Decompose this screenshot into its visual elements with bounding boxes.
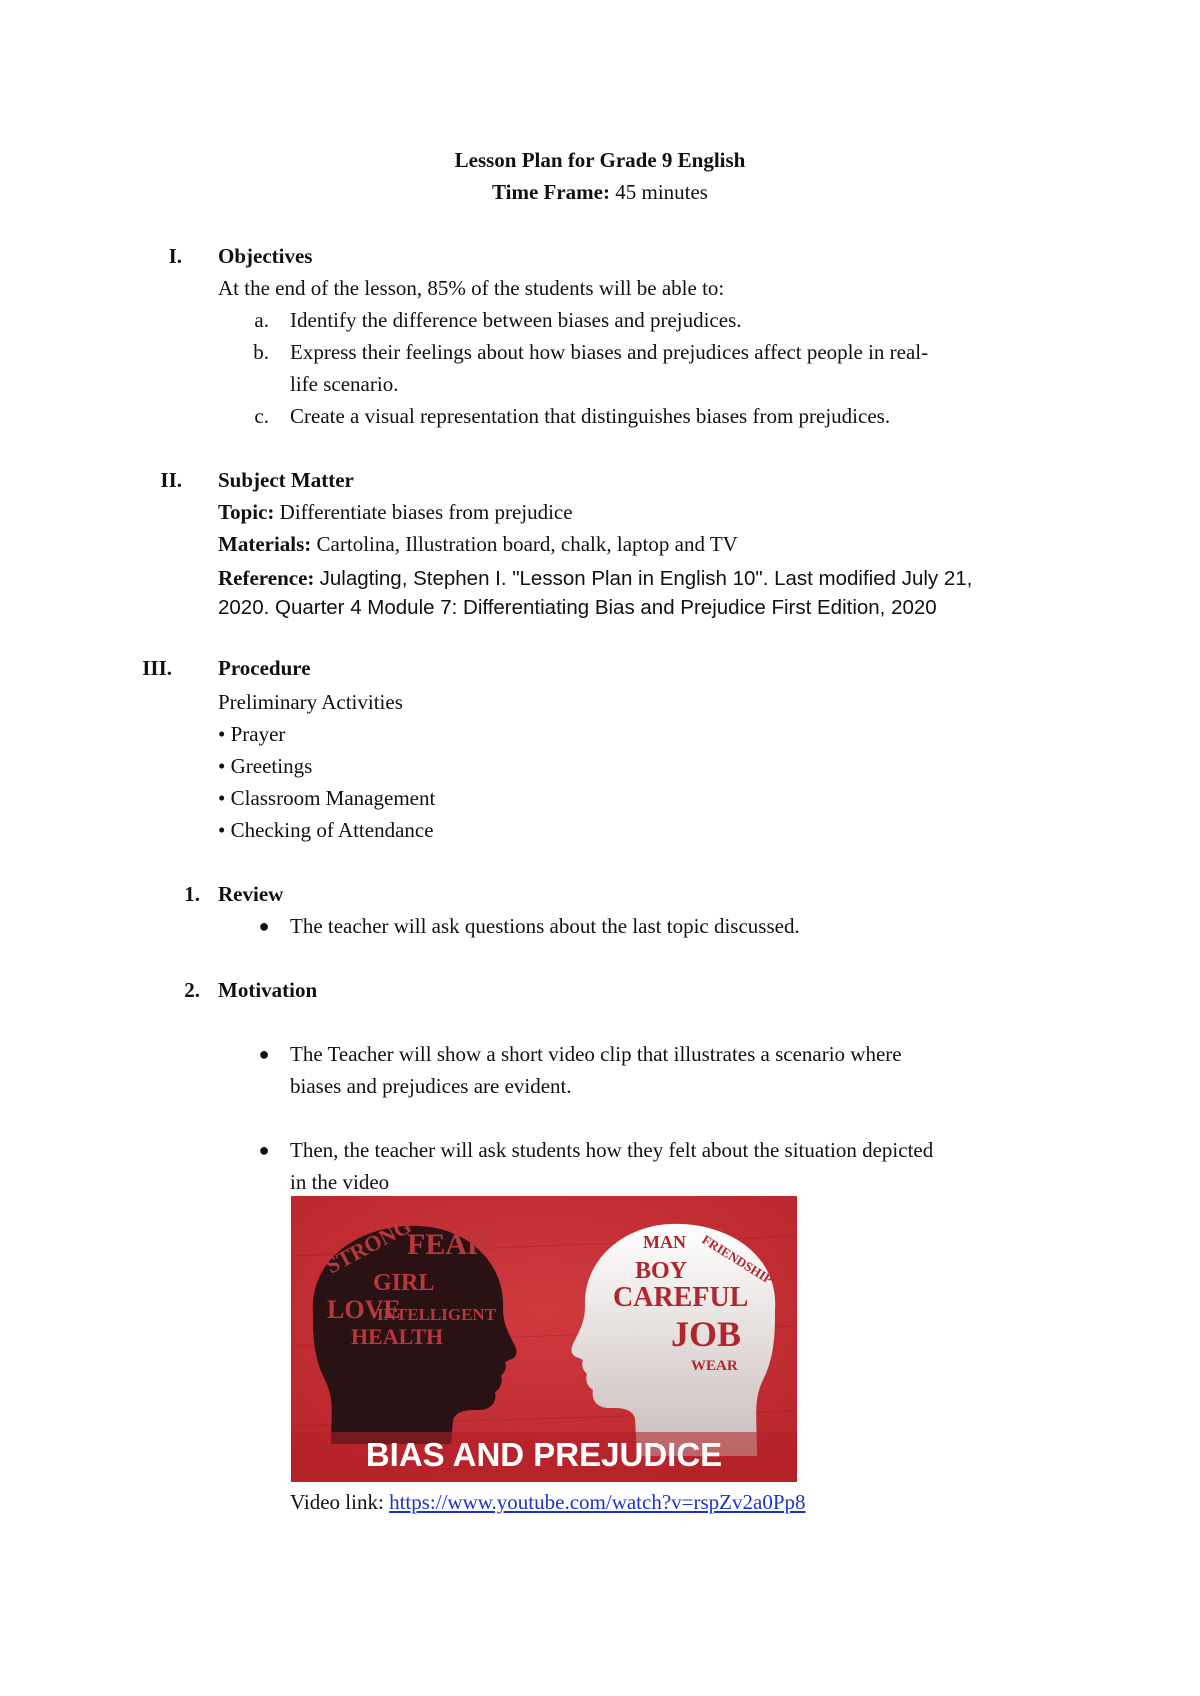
time-frame-label: Time Frame: [492, 180, 610, 204]
objective-a-text: Identify the difference between biases and prejudices. [290, 308, 742, 332]
section-numeral-objectives: I. [168, 244, 182, 268]
svg-text:MAN: MAN [643, 1232, 686, 1252]
page-title: Lesson Plan for Grade 9 English [454, 148, 746, 172]
time-frame-value: 45 minutes [615, 180, 708, 204]
svg-text:FEAR: FEAR [407, 1228, 489, 1261]
step-number-motivation: 2. [184, 978, 200, 1002]
bullet-icon: ● [258, 916, 270, 936]
svg-text:STRONG: STRONG [321, 1212, 416, 1279]
objective-marker-b: b. [253, 340, 269, 364]
svg-text:INTELLIGENT: INTELLIGENT [377, 1305, 497, 1324]
motivation-item1-line2: biases and prejudices are evident. [290, 1074, 572, 1098]
materials-label: Materials: [218, 532, 312, 556]
motivation-item2-line1: Then, the teacher will ask students how they felt about the situation depicted [290, 1138, 934, 1162]
review-item: The teacher will ask questions about the last topic discussed. [290, 914, 800, 938]
reference-value-line1: Julagting, Stephen I. "Lesson Plan in English 10". Last modified July 21, [319, 567, 973, 590]
reference-value-line2: 2020. Quarter 4 Module 7: Differentiating Bias and Prejudice First Edition, 2020 [218, 596, 937, 619]
svg-text:LOVE: LOVE [327, 1295, 401, 1324]
topic-value: Differentiate biases from prejudice [279, 500, 573, 524]
objective-b-text-line1: Express their feelings about how biases and prejudices affect people in real- [290, 340, 929, 364]
preliminary-item: • Prayer [218, 722, 286, 746]
objective-b-text-line2: life scenario. [290, 372, 399, 396]
svg-text:WEAR: WEAR [691, 1358, 738, 1374]
step-heading-review: Review [218, 882, 284, 906]
topic-line [218, 496, 573, 528]
section-numeral-subject-matter: II. [160, 468, 182, 492]
svg-text:FRIENDSHIP: FRIENDSHIP [699, 1231, 776, 1288]
video-link[interactable]: https://www.youtube.com/watch?v=rspZv2a0Pp8 [389, 1490, 806, 1514]
objective-c-text: Create a visual representation that distinguishes biases from prejudices. [290, 404, 891, 428]
objective-marker-c: c. [254, 404, 269, 428]
bullet-icon: ● [258, 1140, 270, 1160]
preliminary-heading: Preliminary Activities [218, 690, 403, 714]
step-number-review: 1. [184, 882, 200, 906]
section-numeral-procedure: III. [142, 656, 172, 680]
section-heading-objectives: Objectives [218, 244, 313, 268]
svg-text:GIRL: GIRL [373, 1270, 435, 1296]
preliminary-item: • Classroom Management [218, 786, 436, 810]
section-heading-procedure: Procedure [218, 656, 311, 680]
time-frame [0, 176, 1200, 208]
preliminary-item: • Checking of Attendance [218, 818, 434, 842]
reference-label: Reference: [218, 566, 315, 590]
motivation-item1-line1: The Teacher will show a short video clip that illustrates a scenario where [290, 1042, 902, 1066]
svg-text:JOB: JOB [671, 1314, 742, 1354]
step-heading-motivation: Motivation [218, 978, 318, 1002]
preliminary-item: • Greetings [218, 754, 313, 778]
reference-line [218, 562, 972, 595]
bullet-icon: ● [258, 1044, 270, 1064]
materials-line [218, 528, 738, 560]
video-link-label: Video link: [290, 1490, 384, 1514]
svg-text:BOY: BOY [635, 1258, 688, 1284]
objective-marker-a: a. [254, 308, 269, 332]
materials-value: Cartolina, Illustration board, chalk, laptop and TV [316, 532, 738, 556]
section-heading-subject-matter: Subject Matter [218, 468, 354, 492]
video-link-line [290, 1486, 806, 1518]
image-caption: BIAS AND PREJUDICE [365, 1436, 723, 1473]
bias-prejudice-image [291, 1196, 797, 1482]
svg-text:CAREFUL: CAREFUL [613, 1282, 749, 1313]
topic-label: Topic: [218, 500, 275, 524]
objectives-intro: At the end of the lesson, 85% of the students will be able to: [218, 276, 725, 300]
motivation-item2-line2: in the video [290, 1170, 390, 1194]
svg-text:HEALTH: HEALTH [351, 1324, 444, 1349]
